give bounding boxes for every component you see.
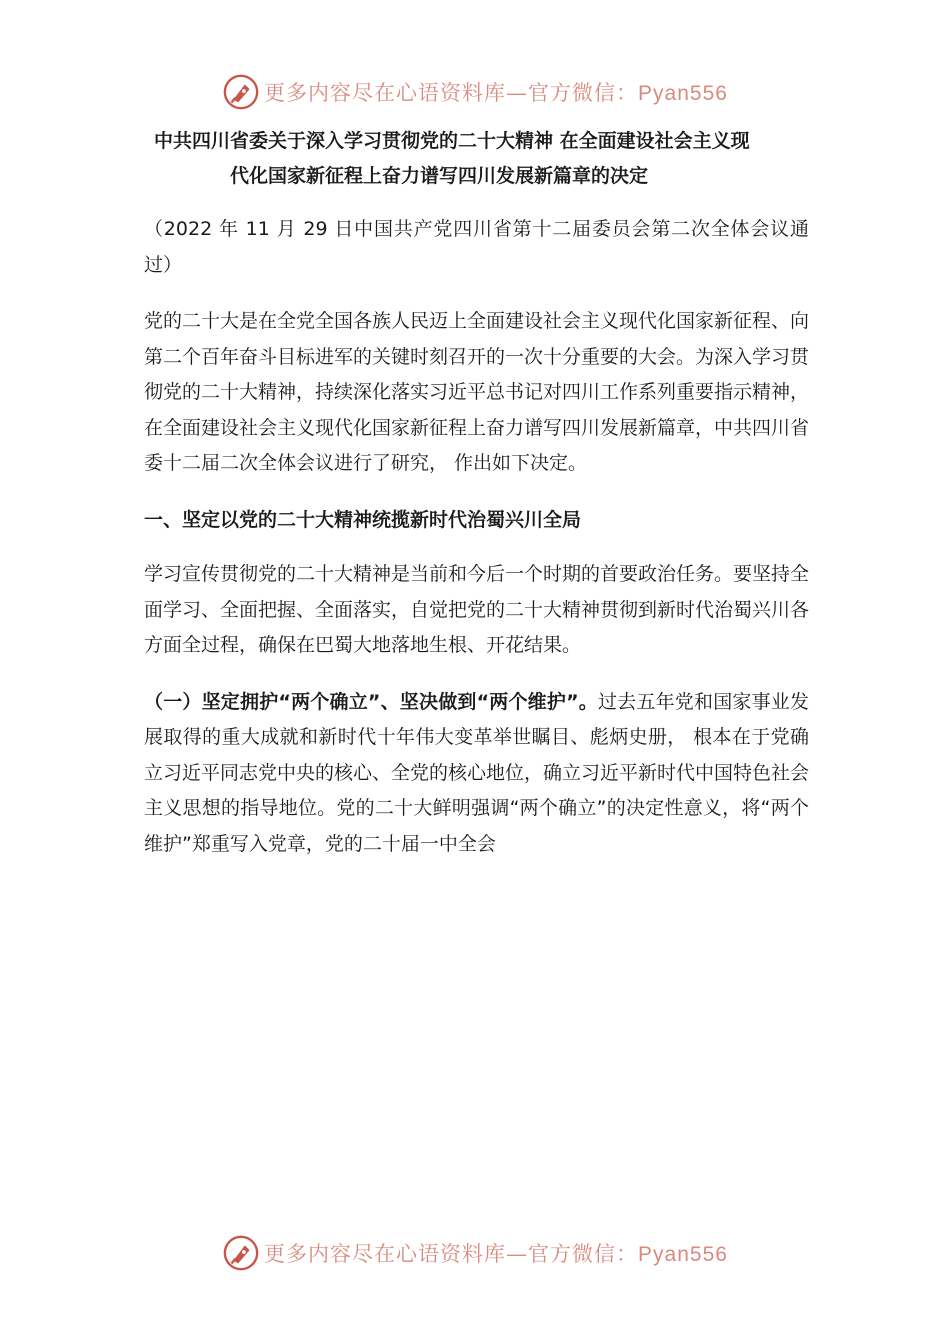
pen-nib-logo-icon — [222, 1234, 260, 1272]
subsection-heading-1: （一）坚定拥护“两个确立”、坚决做到“两个维护”。 — [144, 690, 598, 713]
watermark-text: 更多内容尽在心语资料库—官方微信：Pyan556 — [264, 81, 728, 105]
section-heading-1: 一、坚定以党的二十大精神统揽新时代治蜀兴川全局 — [144, 508, 582, 531]
section-paragraph-1: 学习宣传贯彻党的二十大精神是当前和今后一个时期的首要政治任务。要坚持全面学习、全面把握、全面落实，自觉把党的二十大精神贯彻到新时代治蜀兴川各方面全过程，确保在巴蜀大地落地生根、开花结果。 — [144, 563, 810, 656]
document-title-line1: 中共四川省委关于深入学习贯彻党的二十大精神 在全面建设社会主义现 — [154, 130, 750, 152]
footer-watermark — [0, 1231, 950, 1275]
document-title — [140, 124, 820, 194]
subsection-paragraph-1 — [144, 685, 809, 863]
document-body — [144, 212, 809, 883]
document-subtitle: （2022 年 11 月 29 日中国共产党四川省第十二届委员会第二次全体会议通过） — [144, 218, 809, 276]
watermark-text: 更多内容尽在心语资料库—官方微信：Pyan556 — [264, 1242, 728, 1266]
header-watermark — [0, 70, 950, 114]
subsection-text-1: 过去五年党和国家事业发展取得的重大成就和新时代十年伟大变革举世瞩目、彪炳史册， 根本在于党确立习近平同志党中央的核心、全党的核心地位，确立习近平新时代中国特色社会主义思想的指导地位。党的二十大鲜明强调“两个确立”的决定性意义，将“两个维护”郑重写入党章，党的二十届一中全会 — [144, 690, 810, 855]
intro-paragraph: 党的二十大是在全党全国各族人民迈上全面建设社会主义现代化国家新征程、向第二个百年奋斗目标进军的关键时刻召开的一次十分重要的大会。为深入学习贯彻党的二十大精神，持续深化落实习近平总书记对四川工作系列重要指示精神，在全面建设社会主义现代化国家新征程上奋力谱写四川发展新篇章，中共四川省委十二届二次全体会议进行了研究， 作出如下决定。 — [144, 310, 810, 474]
document-title-line2: 代化国家新征程上奋力谱写四川发展新篇章的决定 — [230, 165, 649, 187]
pen-nib-logo-icon — [222, 73, 260, 111]
watermark-handle: Pyan556 — [638, 1243, 728, 1266]
watermark-handle: Pyan556 — [638, 82, 728, 105]
